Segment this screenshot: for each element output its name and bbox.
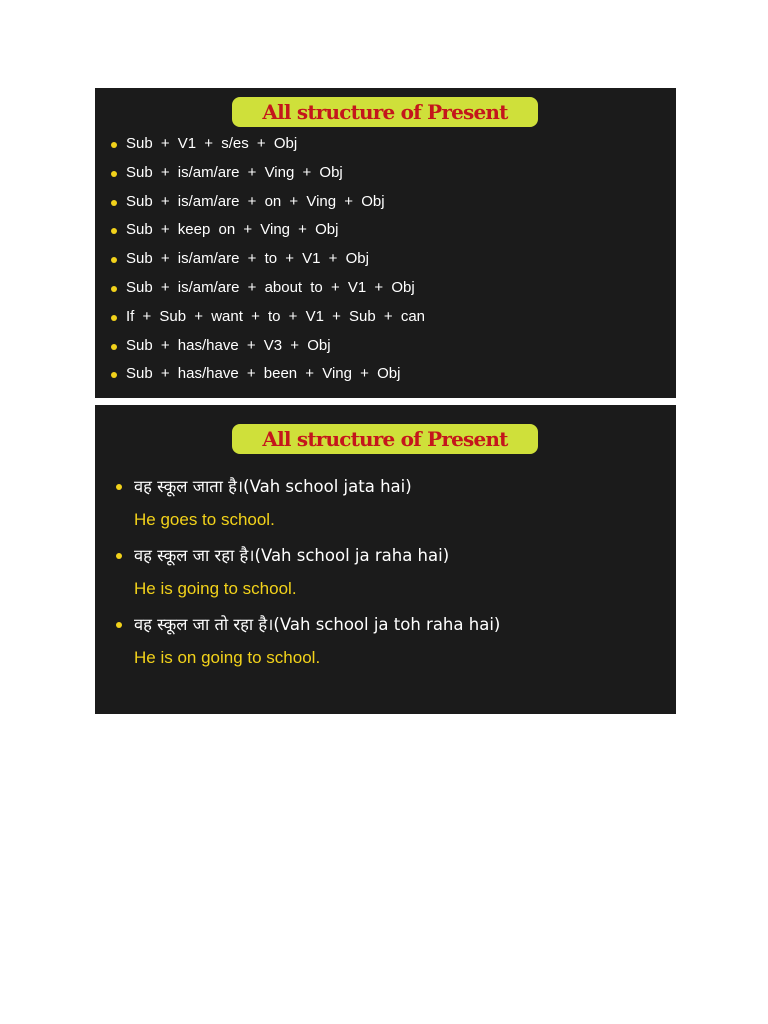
slide-title: All structure of Present xyxy=(232,424,538,454)
formula-text: Sub + is/am/are + to + V1 + Obj xyxy=(126,250,369,268)
example-hindi xyxy=(115,476,412,498)
formula-item xyxy=(109,303,425,332)
example-item xyxy=(115,545,449,600)
formula-item xyxy=(109,159,425,188)
bullet-icon xyxy=(111,286,117,292)
formula-item xyxy=(109,332,425,361)
formula-item xyxy=(109,130,425,159)
formula-list xyxy=(109,130,425,389)
slide-present-structures xyxy=(95,88,676,398)
example-hindi xyxy=(115,545,449,567)
bullet-icon xyxy=(111,200,117,206)
formula-text: If + Sub + want + to + V1 + Sub + can xyxy=(126,307,426,325)
example-english: He is on going to school. xyxy=(134,648,321,667)
formula-item xyxy=(109,188,425,217)
formula-text: Sub + is/am/are + Ving + Obj xyxy=(126,163,343,181)
formula-text: Sub + is/am/are + on + Ving + Obj xyxy=(126,192,385,210)
formula-text: Sub + has/have + been + Ving + Obj xyxy=(126,365,401,383)
bullet-icon xyxy=(116,622,122,628)
example-item xyxy=(115,614,500,669)
example-english: He goes to school. xyxy=(134,510,275,529)
hindi-text: वह स्कूल जा तो रहा है।(Vah school ja toh raha hai) xyxy=(134,615,501,634)
formula-item xyxy=(109,216,425,245)
bullet-icon xyxy=(116,553,122,559)
formula-text: Sub + has/have + V3 + Obj xyxy=(126,336,331,354)
bullet-icon xyxy=(111,228,117,234)
bullet-icon xyxy=(111,257,117,263)
example-english: He is going to school. xyxy=(134,579,297,598)
example-hindi xyxy=(115,614,500,636)
bullet-icon xyxy=(111,142,117,148)
bullet-icon xyxy=(111,372,117,378)
slide-present-examples xyxy=(95,405,676,714)
bullet-icon xyxy=(111,171,117,177)
slide-title: All structure of Present xyxy=(232,97,538,127)
formula-text: Sub + keep on + Ving + Obj xyxy=(126,221,339,239)
formula-text: Sub + V1 + s/es + Obj xyxy=(126,135,298,152)
formula-text: Sub + is/am/are + about to + V1 + Obj xyxy=(126,278,415,296)
hindi-text: वह स्कूल जाता है।(Vah school jata hai) xyxy=(134,477,412,496)
hindi-text: वह स्कूल जा रहा है।(Vah school ja raha hai) xyxy=(134,546,450,565)
bullet-icon xyxy=(111,344,117,350)
bullet-icon xyxy=(111,315,117,321)
formula-item xyxy=(109,245,425,274)
bullet-icon xyxy=(116,484,122,490)
formula-item xyxy=(109,274,425,303)
formula-item xyxy=(109,360,425,389)
example-item xyxy=(115,476,412,531)
